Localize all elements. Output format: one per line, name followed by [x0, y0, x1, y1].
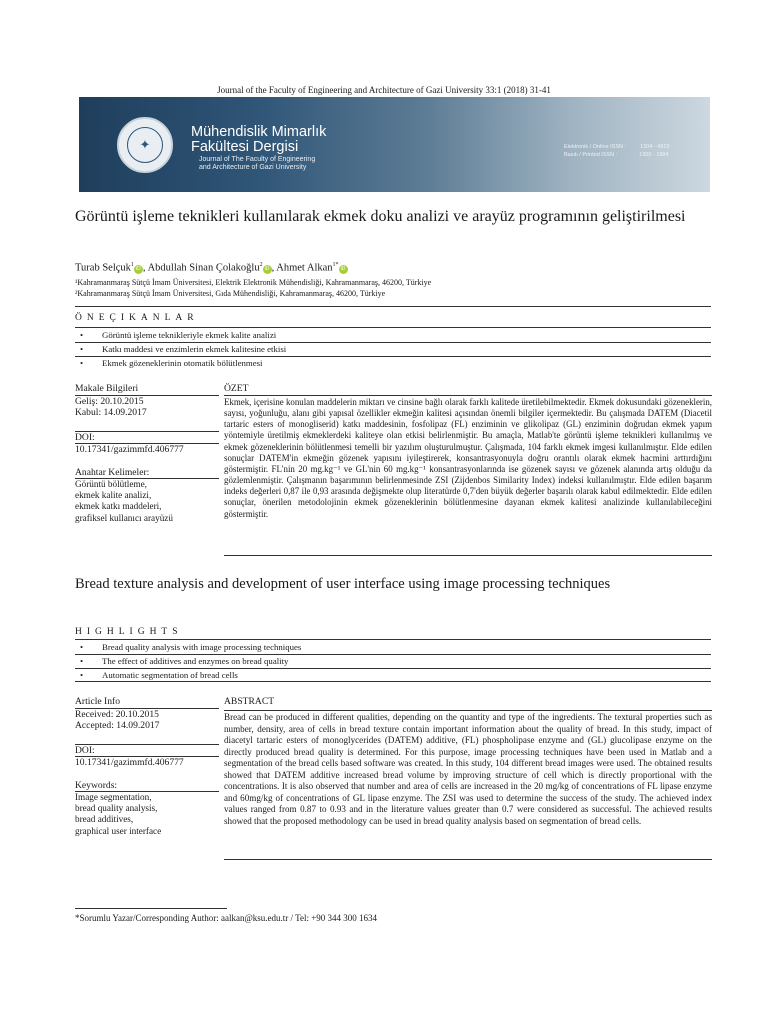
keyword: bread quality analysis,: [75, 803, 158, 814]
divider: [75, 681, 711, 682]
keywords-heading: Keywords:: [75, 779, 118, 791]
keyword: ekmek katkı maddeleri,: [75, 501, 162, 512]
highlight-item: • Automatic segmentation of bread cells: [80, 669, 238, 680]
orcid-icon[interactable]: iD: [134, 265, 143, 274]
abstract-heading-en: ABSTRACT: [224, 696, 275, 707]
highlight-item: • Görüntü işleme teknikleriyle ekmek kalite analizi: [75, 329, 711, 343]
doi-link[interactable]: 10.17341/gazimmfd.406777: [75, 444, 184, 455]
issn-online-label: Elektronik / Online ISSN :: [564, 144, 627, 150]
author-name: Turab Selçuk: [75, 262, 131, 274]
doi-link[interactable]: 10.17341/gazimmfd.406777: [75, 757, 184, 768]
footnote-divider: [75, 908, 227, 909]
banner-title: [191, 125, 326, 155]
received-date: Geliş: 20.10.2015: [75, 395, 144, 407]
author-list: Turab Selçuk$^1$iD , Abdullah Sinan Çolakoğlu$^2$iD , Ahmet Alkan$^{1*}$iD: [75, 262, 348, 274]
paper-title-en: Bread texture analysis and development of user interface using image processing techniques: [75, 576, 611, 592]
keyword: graphical user interface: [75, 825, 162, 836]
doi-label: DOI:: [75, 431, 95, 443]
banner-title-line2: Fakültesi Dergisi: [191, 139, 299, 155]
affiliation-1: ¹Kahramanmaraş Sütçü İmam Üniversitesi, Elektrik Elektronik Mühendisliği, Kahramanmaraş, 46200, Türkiye: [75, 278, 432, 287]
info-heading: Makale Bilgileri: [75, 383, 139, 394]
article-info-tr: [75, 383, 219, 524]
keyword: Görüntü bölütleme,: [75, 479, 147, 489]
journal-reference: Journal of the Faculty of Engineering and Architecture of Gazi University 33:1 (2018) 31-41: [217, 85, 551, 95]
accepted-date: Kabul: 14.09.2017: [75, 407, 147, 418]
orcid-icon[interactable]: iD: [339, 265, 348, 274]
banner-subtitle-line1: Journal of The Faculty of Engineering: [199, 156, 316, 163]
accepted-date: Accepted: 14.09.2017: [75, 720, 160, 731]
doi-label: DOI:: [75, 744, 95, 756]
highlights-heading-en: HIGHLIGHTS: [75, 627, 183, 637]
orcid-icon[interactable]: iD: [263, 265, 272, 274]
highlight-item: • Bread quality analysis with image processing techniques: [75, 641, 711, 655]
abstract-en: Bread can be produced in different qualities, depending on the quantity and type of the ingredients. The textural properties such as number, density, area of cells in bread texture contain important information about the quality of bread. In this study, impact of diacetyl tartaric esters of monoglycerides (DATEM) additive, (FL) phospholipase enzyme and (GL) glucolipase enzyme on the directly produced bread quality is determined. For this purpose, image processing techniques have been used in Matlab and a segmentation of the bread cells based software was created. In this study, 104 different bread images were used. The obtained results showed that DATEM additive increased bread volume by improving structure of cell which is directly proportional with the concentrations. It is also observed that number and area of cells are increased in the 20 mg/kg of concentrations of FL lipase enzyme and 60mg/kg of concentrations of GL lipase enzyme. The ZSI was used to determine the success of the study. The achieved index values ranged from 0.87 to 0.93 and in the literature values greater than 0.7 were considered as successful. The achieved results showed that the proposed methodology can be used in bread quality analysis based on segmentation of bread cells.: [224, 710, 712, 860]
keyword: ekmek kalite analizi,: [75, 490, 152, 501]
abstract-tr: Ekmek, içerisine konulan maddelerin miktarı ve cinsine bağlı olarak farklı kalitede üretilebilmektedir. Ekmek dokusundaki gözeneklerin, sayısı, yoğunluğu, alanı gibi yapısal özellikler ekmeğin kalitesi açısından önemli bilgiler içermektedir. Bu çalışmada DATEM (Diacetil tartaric esters of monogliserid) katkı maddesinin, fosfolipaz (FL) enziminin ve glikolipaz (GL) enziminin doğrudan ekmek yapım yöntemiyle üretilmiş ekmeklerdeki kaliteye olan etkisi belirlenmiştir. Bu amaçla, Matlab'te görüntü işleme teknikleri kullanılmış ve ekmek gözeneklerinin bölütlenmesi temelli bir yazılım oluşturulmuştur. Çalışmada, 104 farklı ekmek imgesi kullanılmıştır. Elde edilen sonuçlar DATEM'in ekmeğin gözenek yapısını iyileştirerek, konsantrasyonuyla doğru orantılı olarak ekmek hacmini arttırdığını göstermiştir. FL'nin 20 mg.kg⁻¹ ve GL'nin 60 mg.kg⁻¹ konsantrasyonlarında ise gözenek sayısı ve gözenek alanında artış olduğu da gözlemlenmiştir. Çalışmanın başarımının belirlenmesinde ZSI (Zijdenbos Similarity Index) indeksi kullanılmıştır. Elde edilen başarım indeks değerleri 0,87 ile 0,93 arasında değişmekte olup literatürde 0,7'den büyük değerler başarılı olarak kabul edilmektedir. Elde edilen sonuçlar, önerilen metodolojinin ekmek gözeneklerinin bölütlenmesine dayanan ekmek kalitesi analizinde kullanılabileceğini göstermiştir.: [224, 395, 712, 556]
divider: [75, 306, 711, 307]
received-date: Received: 20.10.2015: [75, 708, 159, 720]
paper-title-tr: Görüntü işleme teknikleri kullanılarak ekmek doku analizi ve arayüz programının geliştirilmesi: [75, 208, 686, 225]
university-seal-icon: ✦: [117, 117, 173, 173]
banner-subtitle-line2: and Architecture of Gazi University: [199, 164, 307, 171]
info-heading: Article Info: [75, 696, 121, 707]
author-name: Abdullah Sinan Çolakoğlu: [147, 262, 260, 274]
abstract-heading-tr: ÖZET: [224, 383, 249, 394]
banner-issn: [564, 143, 669, 159]
highlights-heading-tr: ÖNEÇIKANLAR: [75, 313, 199, 323]
author-sup: 1: [130, 262, 134, 268]
divider: [75, 327, 711, 328]
issn-online-value: 1304 - 4915: [640, 144, 670, 150]
banner-title-line1: Mühendislik Mimarlık: [191, 124, 327, 140]
keyword: grafiksel kullanıcı arayüzü: [75, 512, 173, 523]
banner-subtitle: [199, 156, 315, 172]
author-sup: 1*: [332, 262, 339, 268]
highlight-item: • Ekmek gözeneklerinin otomatik bölütlenmesi: [80, 357, 263, 368]
affiliation-2: ²Kahramanmaraş Sütçü İmam Üniversitesi, Gıda Mühendisliği, Kahramanmaraş, 46200, Türkiye: [75, 289, 386, 298]
keywords-heading: Anahtar Kelimeler:: [75, 466, 150, 478]
highlights-list-en: [75, 641, 711, 681]
highlight-item: • Katkı maddesi ve enzimlerin ekmek kalitesine etkisi: [75, 343, 711, 357]
corresponding-author-footnote: *Sorumlu Yazar/Corresponding Author: aalkan@ksu.edu.tr / Tel: +90 344 300 1634: [75, 913, 378, 923]
divider: [75, 639, 711, 640]
journal-banner: [79, 97, 710, 192]
author-sup: 2: [259, 262, 263, 268]
issn-print-value: 1300 - 1884: [639, 152, 669, 158]
article-info-en: [75, 696, 219, 837]
issn-print-label: Basılı / Printed ISSN :: [564, 152, 618, 158]
keyword: Image segmentation,: [75, 792, 152, 802]
keyword: bread additives,: [75, 814, 134, 825]
highlight-item: • The effect of additives and enzymes on bread quality: [75, 655, 711, 669]
author-name: Ahmet Alkan: [276, 262, 333, 274]
highlights-list-tr: [75, 329, 711, 369]
